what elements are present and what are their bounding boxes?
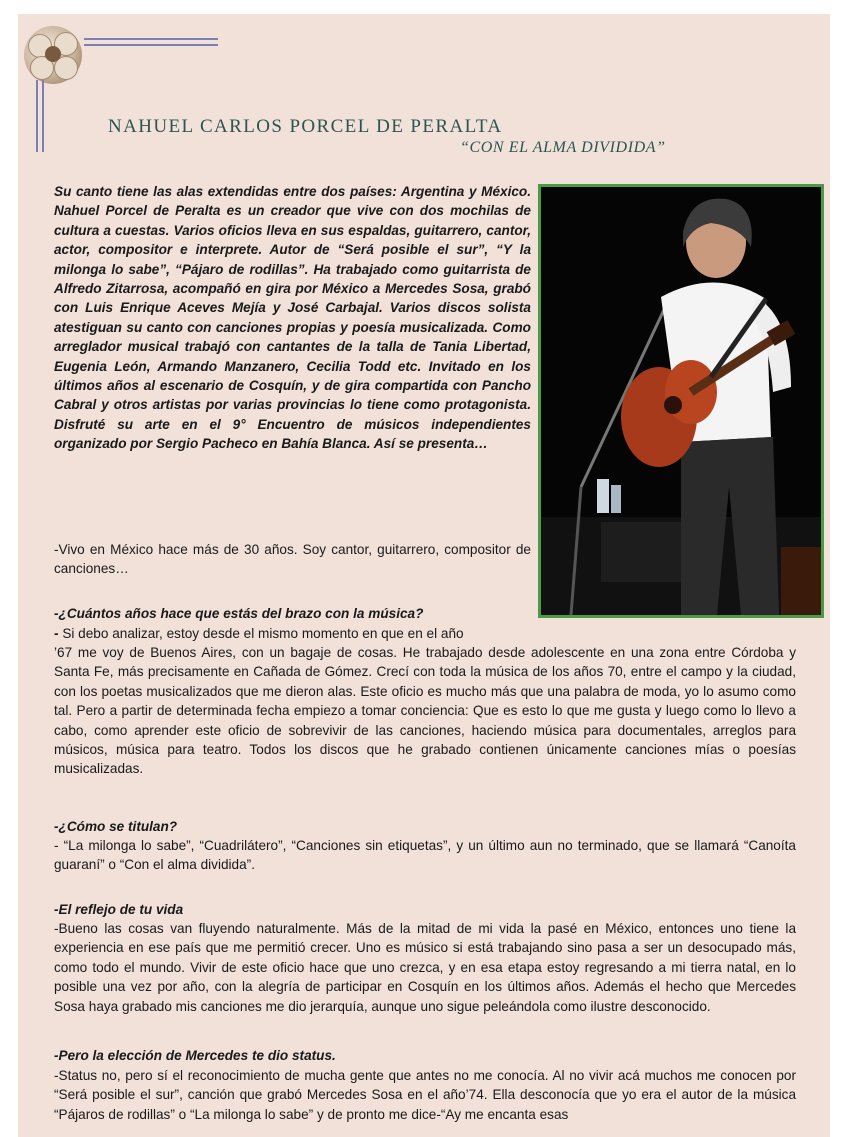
answer-4: -Status no, pero sí el reconocimiento de mucha gente que antes no me conocía. Al no vivir acá muchos me conocen por “Será posible el sur”, canción que grabó Mercedes Sosa en el año’74. Ella desconocía que yo era el autor de la música “Pájaros de rodillas” o “La milonga lo sabe” y de pronto me dice-“Ay me encanta esas <box>54 1068 796 1122</box>
side-rule-left <box>36 80 38 152</box>
answer-3: -Bueno las cosas van fluyendo naturalmente. Más de la mitad de mi vida la pasé en México, entonces uno tiene la experiencia en ese país que me permitió crecer. Uno es músico si está trabajando sino pasa a ser un desocupado más, como todo el mundo. Vivir de este oficio hace que uno crezca, y en esa etapa estoy regresando a mi tierra natal, en lo posible una vez por año, con la alegría de participar en Cosquín en los últimos años. Además el hecho que Mercedes Sosa haya grabado mis canciones me dio jerarquía, aunque uno sigue peleándola como ilustre desconocido. <box>54 921 796 1014</box>
answer-1-first-text: Si debo analizar, estoy desde el mismo momento en que en el año <box>62 626 464 641</box>
article-title: NAHUEL CARLOS PORCEL DE PERALTA <box>108 116 503 137</box>
answer-intro: -Vivo en México hace más de 30 años. Soy cantor, guitarrero, compositor de canciones… <box>54 542 531 577</box>
side-rule-right <box>42 80 44 152</box>
article-subtitle: “CON EL ALMA DIVIDIDA” <box>460 139 666 156</box>
answer-1-first-line <box>54 624 531 643</box>
header-rule-top <box>84 38 218 40</box>
question-3: -El reflejo de tu vida <box>54 902 184 917</box>
intro-paragraph: Su canto tiene las alas extendidas entre dos países: Argentina y México. Nahuel Porcel de Peralta es un creador que vive con dos mochilas de cultura a cuestas. Varios oficios lleva en sus espaldas, guitarrero, cantor, actor, compositor e interprete. Autor de “Será posible el sur”, “Y la milonga lo sabe”, “Pájaro de rodillas”. Ha trabajado como guitarrista de Alfredo Zitarrosa, acompañó en gira por México a Mercedes Sosa, grabó con Luis Enrique Aceves Mejía y José Carbajal. Varios discos solista atestiguan su canto con canciones propias y poesía musicalizada. Como arreglador musical trabajó con cantantes de la talla de Tania Libertad, Eugenia León, Armando Manzanero, Cecilia Todd etc. Invitado en los últimos años al escenario de Cosquín, y de gira compartida con Pancho Cabral y otros artistas por varias provincias lo tiene como protagonista. Disfruté su arte en el 9° Encuentro de músicos independientes organizado por Sergio Pacheco en Bahía Blanca. Así se presenta… <box>54 184 531 452</box>
question-4: -Pero la elección de Mercedes te dio status. <box>54 1048 336 1063</box>
header-rule-bottom <box>84 44 218 46</box>
answer-1-dash: - <box>54 626 59 641</box>
question-2: -¿Cómo se titulan? <box>54 819 178 834</box>
answer-2: - “La milonga lo sabe”, “Cuadrilátero”, “Canciones sin etiquetas”, y un último aun no terminado, que se llamará “Canoíta guaraní” o “Con el alma dividida”. <box>54 838 796 873</box>
flower-ornament-icon <box>24 26 82 84</box>
performer-photo <box>538 184 824 618</box>
question-1: -¿Cuántos años hace que estás del brazo con la música? <box>54 606 424 621</box>
answer-1-rest: ’67 me voy de Buenos Aires, con un bagaje de cosas. He trabajado desde adolescente en una zona entre Córdoba y Santa Fe, más precisamente en Cañada de Gómez. Crecí con toda la música de los años 70, entre el campo y la ciudad, con los poetas musicalizados que me dieron alas. Este oficio es mucho más que una palabra de moda, yo lo asumo como tal. Pero a partir de determinada fecha empiezo a tomar conciencia: Que es esto lo que me gusta y luego como lo llevo a cabo, como aprender este oficio de sobrevivir de las canciones, haciendo música para documentales, arreglos para músicos, música para teatro. Todos los discos que he grabado contienen únicamente canciones mías o poesías musicalizadas. <box>54 645 796 777</box>
